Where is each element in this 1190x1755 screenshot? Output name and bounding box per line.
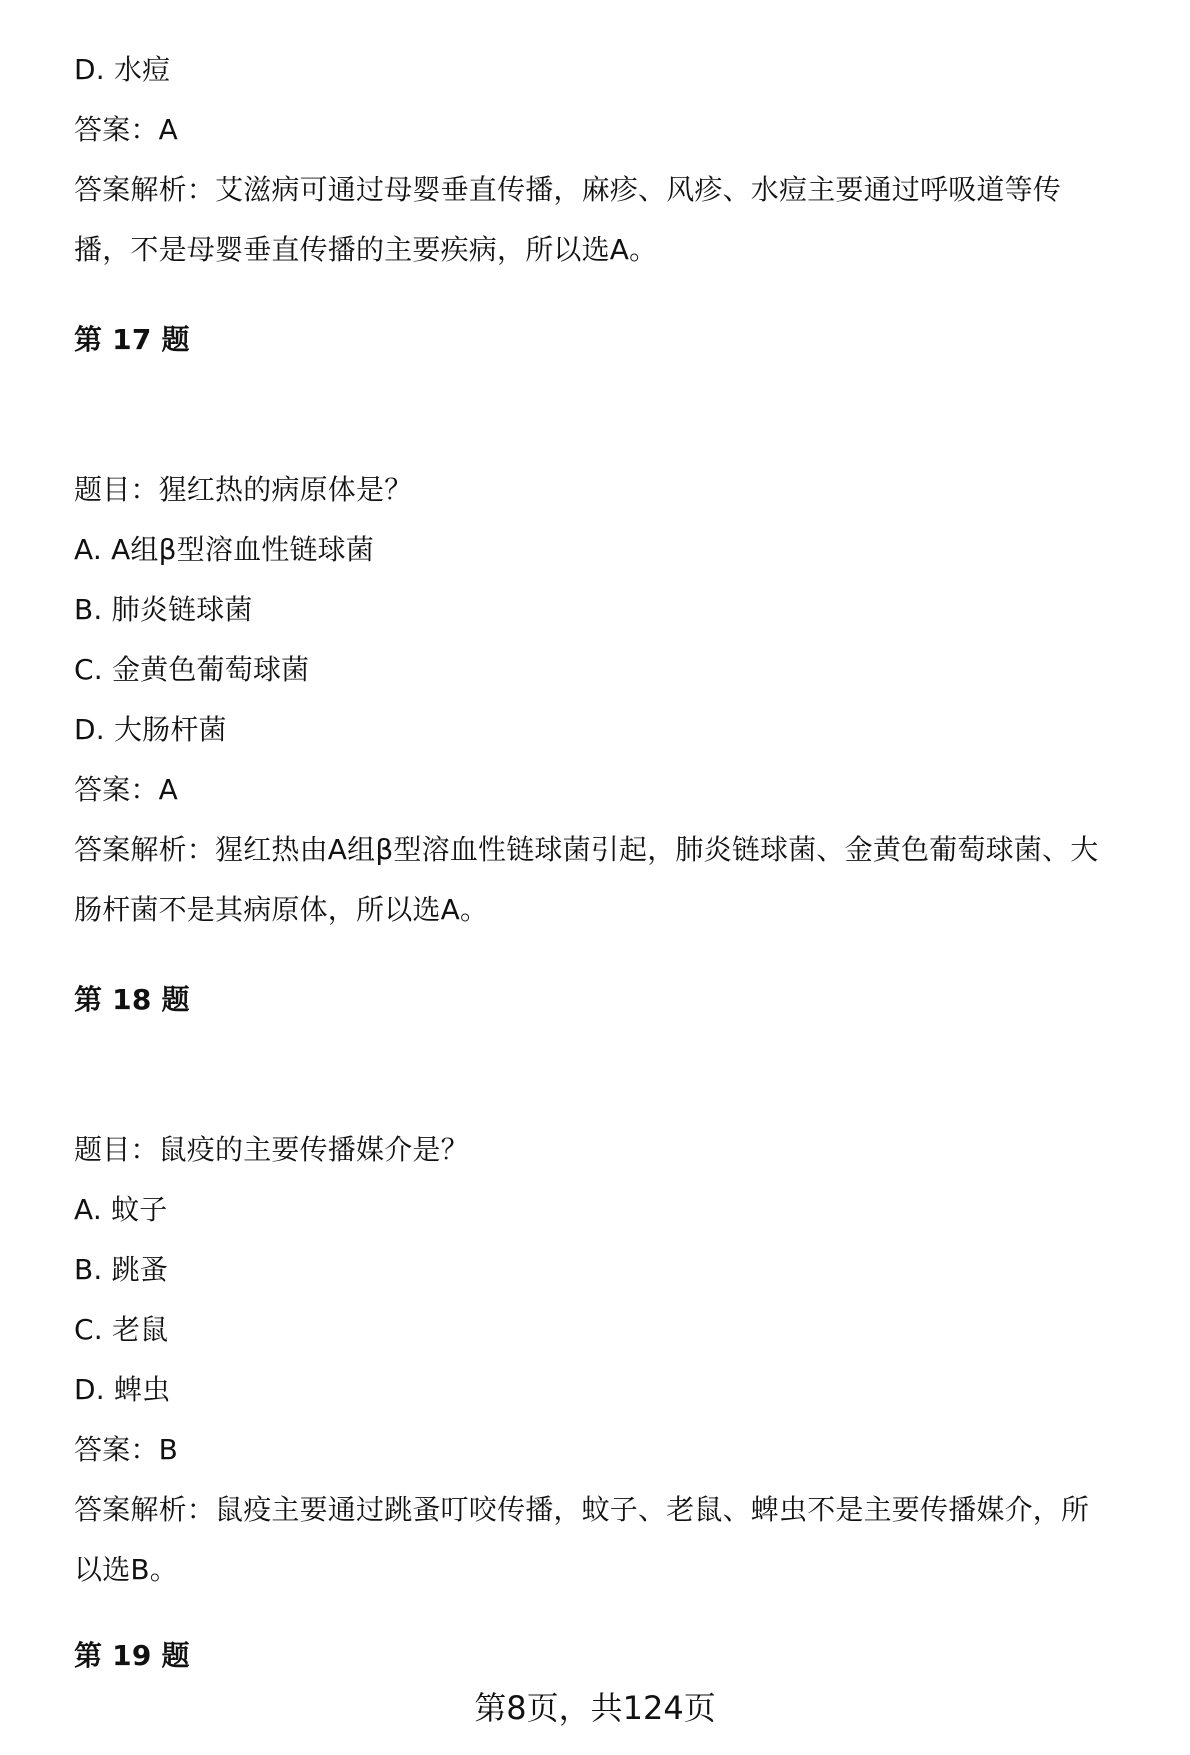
- q17-option-c: C. 金黄色葡萄球菌: [74, 653, 310, 686]
- q17-option-d: D. 大肠杆菌: [74, 713, 227, 746]
- q18-option-b: B. 跳蚤: [74, 1253, 169, 1286]
- q18-option-a: A. 蚊子: [74, 1193, 168, 1226]
- q17-question: 题目：猩红热的病原体是？: [74, 473, 413, 506]
- q16-explanation-line1: 答案解析：艾滋病可通过母婴垂直传播，麻疹、风疹、水痘主要通过呼吸道等传: [74, 173, 1062, 206]
- q17-explanation-line1: 答案解析：猩红热由A组β型溶血性链球菌引起，肺炎链球菌、金黄色葡萄球菌、大: [74, 833, 1099, 866]
- q18-question: 题目：鼠疫的主要传播媒介是？: [74, 1133, 469, 1166]
- page-number-footer: 第8页，共124页: [474, 1689, 716, 1727]
- q18-explanation-line2: 以选B。: [74, 1553, 179, 1586]
- q18-heading: 第 18 题: [74, 983, 190, 1016]
- q19-heading: 第 19 题: [74, 1639, 190, 1672]
- q18-option-d: D. 蜱虫: [74, 1373, 171, 1406]
- q16-option-d: D. 水痘: [74, 53, 171, 86]
- q17-answer: 答案：A: [74, 773, 178, 806]
- q17-option-a: A. A组β型溶血性链球菌: [74, 533, 375, 566]
- q17-heading: 第 17 题: [74, 323, 190, 356]
- q18-option-c: C. 老鼠: [74, 1313, 169, 1346]
- q17-option-b: B. 肺炎链球菌: [74, 593, 253, 626]
- q16-explanation-line2: 播，不是母婴垂直传播的主要疾病，所以选A。: [74, 233, 658, 266]
- q16-answer: 答案：A: [74, 113, 178, 146]
- q18-explanation-line1: 答案解析：鼠疫主要通过跳蚤叮咬传播，蚊子、老鼠、蜱虫不是主要传播媒介，所: [74, 1493, 1090, 1526]
- q17-explanation-line2: 肠杆菌不是其病原体，所以选A。: [74, 893, 489, 926]
- q18-answer: 答案：B: [74, 1433, 179, 1466]
